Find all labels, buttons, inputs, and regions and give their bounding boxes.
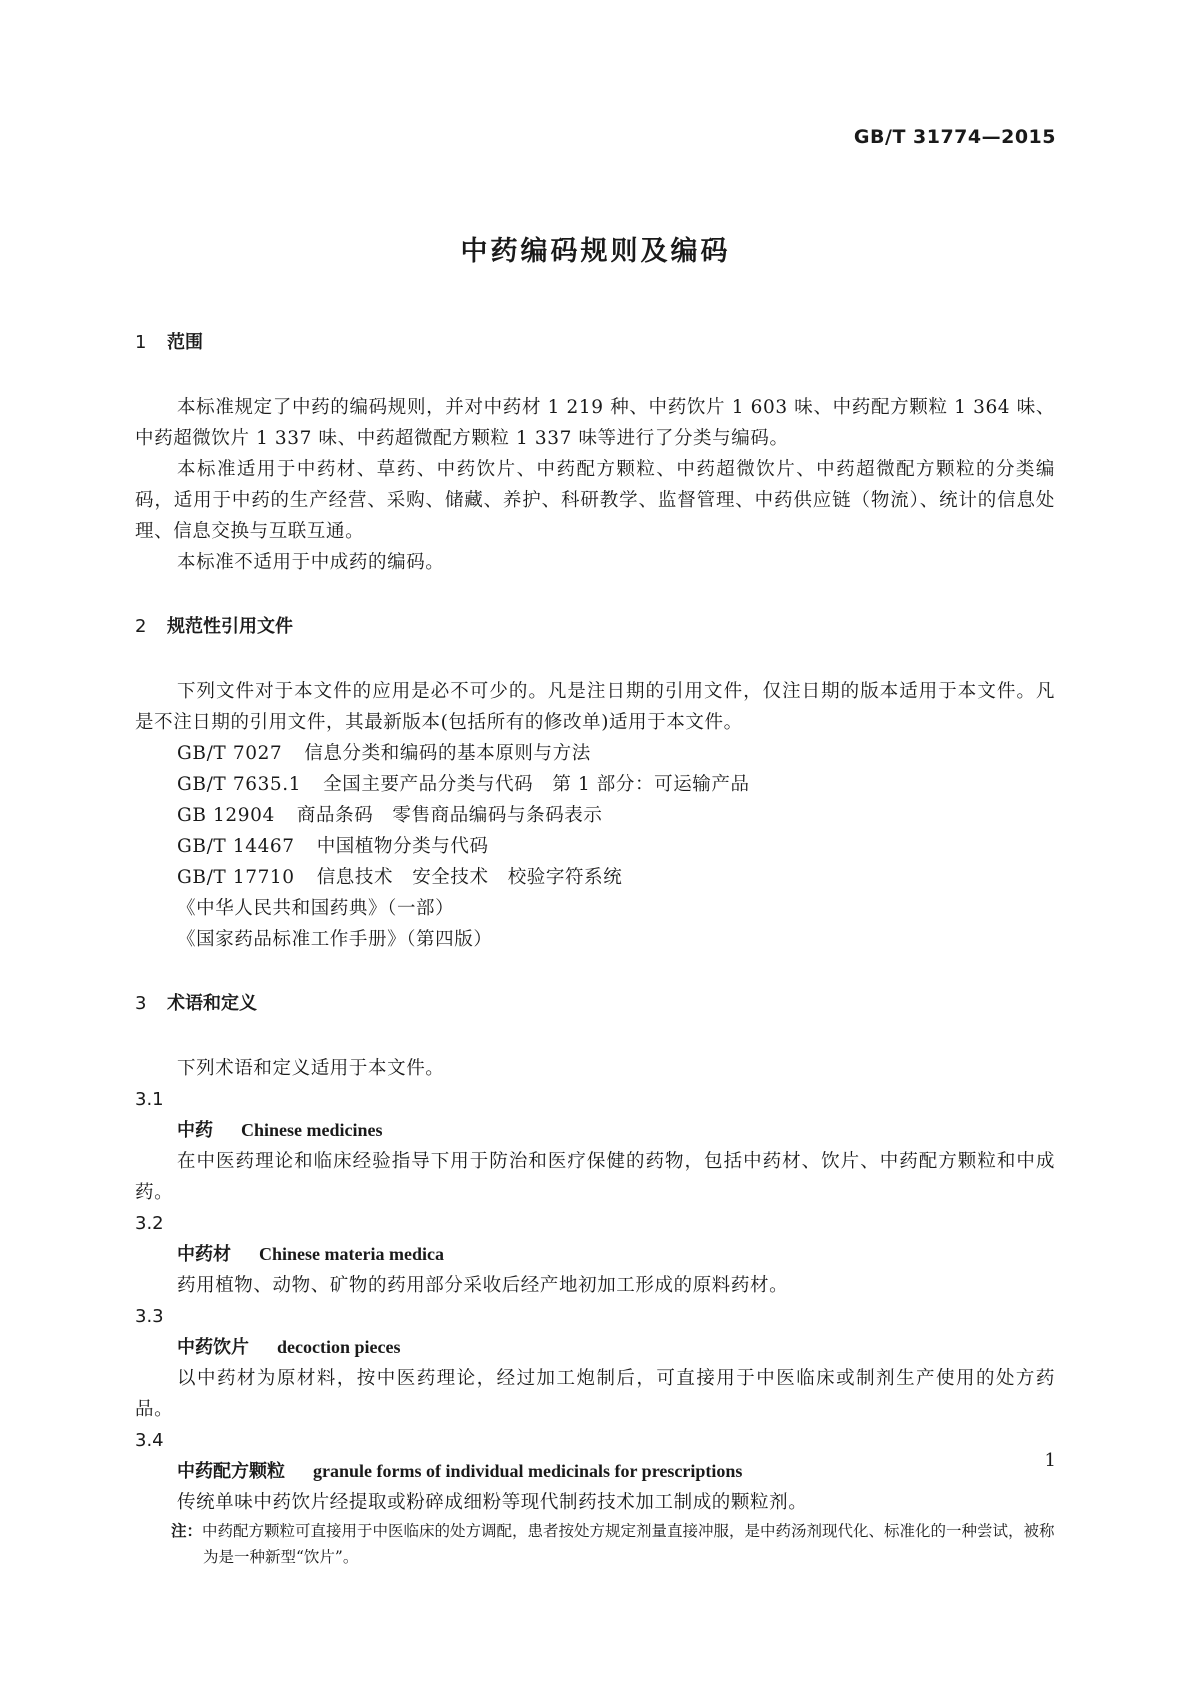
reference-item	[135, 831, 1055, 862]
term-english: decoction pieces	[277, 1337, 401, 1357]
section-heading-normative-references	[135, 614, 1055, 640]
reference-title: 信息技术 安全技术 校验字符系统	[316, 867, 623, 888]
term-english: Chinese materia medica	[259, 1244, 444, 1264]
term-heading	[135, 1456, 1055, 1487]
reference-item	[135, 924, 1055, 955]
paragraph: 本标准适用于中药材、草药、中药饮片、中药配方颗粒、中药超微饮片、中药超微配方颗粒的分类编码，适用于中药的生产经营、采购、储藏、养护、科研教学、监督管理、中药供应链（物流）、统计的信息处理、信息交换与互联互通。	[135, 459, 1055, 542]
document-title: 中药编码规则及编码	[460, 236, 731, 267]
section-title: 范围	[167, 332, 203, 353]
paragraph: 下列文件对于本文件的应用是必不可少的。凡是注日期的引用文件，仅注日期的版本适用于本文件。凡是不注日期的引用文件，其最新版本(包括所有的修改单)适用于本文件。	[135, 681, 1055, 733]
note	[145, 1518, 1055, 1570]
reference-title: 《中华人民共和国药典》（一部）	[177, 898, 455, 919]
reference-code: GB/T 17710	[177, 867, 295, 888]
section-heading-scope	[135, 330, 1055, 356]
term-english: granule forms of individual medicinals for prescriptions	[313, 1461, 743, 1481]
note-label: 注：	[171, 1522, 203, 1540]
paragraph: 本标准不适用于中成药的编码。	[177, 552, 445, 573]
reference-item	[135, 738, 1055, 769]
section-number: 3	[135, 993, 147, 1014]
term-number: 3.4	[135, 1430, 164, 1451]
reference-code: GB/T 7027	[177, 743, 283, 764]
section-number: 2	[135, 616, 147, 637]
term-english: Chinese medicines	[241, 1120, 383, 1140]
term-definition: 以中药材为原材料，按中医药理论，经过加工炮制后，可直接用于中医临床或制剂生产使用的处方药品。	[135, 1368, 1055, 1420]
reference-item	[135, 800, 1055, 831]
reference-item	[135, 893, 1055, 924]
section-title: 规范性引用文件	[167, 616, 293, 637]
note-text: 中药配方颗粒可直接用于中医临床的处方调配，患者按处方规定剂量直接冲服，是中药汤剂现代化、标准化的一种尝试，被称为是一种新型“饮片”。	[202, 1522, 1055, 1566]
term-definition: 在中医药理论和临床经验指导下用于防治和医疗保健的药物，包括中药材、饮片、中药配方颗粒和中成药。	[135, 1151, 1055, 1203]
paragraph: 下列术语和定义适用于本文件。	[177, 1058, 445, 1079]
reference-title: 信息分类和编码的基本原则与方法	[304, 743, 591, 764]
term-chinese: 中药材	[177, 1244, 231, 1265]
document-body	[135, 330, 1055, 1570]
term-heading	[135, 1239, 1055, 1270]
term-heading	[135, 1332, 1055, 1363]
reference-code: GB/T 14467	[177, 836, 295, 857]
term-number: 3.1	[135, 1089, 164, 1110]
reference-title: 中国植物分类与代码	[316, 836, 489, 857]
paragraph: 本标准规定了中药的编码规则，并对中药材 1 219 种、中药饮片 1 603 味、中药配方颗粒 1 364 味、中药超微饮片 1 337 味、中药超微配方颗粒 1 337 味等进行了分类与编码。	[135, 397, 1055, 449]
section-number: 1	[135, 332, 147, 353]
standard-number: GB/T 31774—2015	[853, 126, 1056, 148]
term-number: 3.3	[135, 1306, 164, 1327]
reference-title: 《国家药品标准工作手册》（第四版）	[177, 929, 493, 950]
section-title: 术语和定义	[167, 993, 257, 1014]
term-heading	[135, 1115, 1055, 1146]
reference-item	[135, 769, 1055, 800]
term-number: 3.2	[135, 1213, 164, 1234]
term-chinese: 中药配方颗粒	[177, 1461, 285, 1482]
term-chinese: 中药饮片	[177, 1337, 249, 1358]
term-definition: 药用植物、动物、矿物的药用部分采收后经产地初加工形成的原料药材。	[177, 1275, 789, 1296]
reference-title: 全国主要产品分类与代码 第 1 部分：可运输产品	[323, 774, 750, 795]
reference-code: GB 12904	[177, 805, 275, 826]
term-definition: 传统单味中药饮片经提取或粉碎成细粉等现代制药技术加工制成的颗粒剂。	[177, 1492, 808, 1513]
reference-title: 商品条码 零售商品编码与条码表示	[296, 805, 603, 826]
section-heading-terms	[135, 991, 1055, 1017]
reference-code: GB/T 7635.1	[177, 774, 302, 795]
term-chinese: 中药	[177, 1120, 213, 1141]
page-number: 1	[1044, 1450, 1056, 1471]
reference-item	[135, 862, 1055, 893]
